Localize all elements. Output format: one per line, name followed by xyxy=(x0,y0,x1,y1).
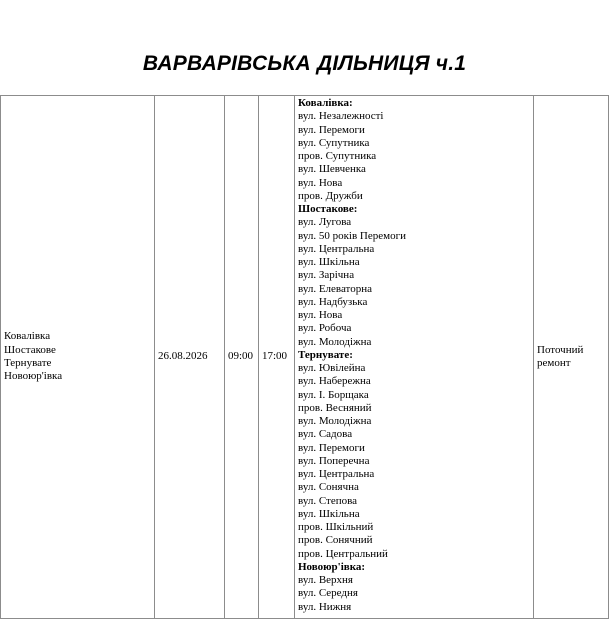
street-item: вул. Перемоги xyxy=(298,123,365,136)
outage-schedule-table xyxy=(0,95,609,619)
street-item: вул. Нова xyxy=(298,309,343,321)
street-item: пров. Супутника xyxy=(298,150,377,162)
street-item: пров. Шкільний xyxy=(298,521,374,533)
street-item: пров. Весняний xyxy=(298,401,372,414)
street-item: вул. Елеваторна xyxy=(298,282,372,295)
street-item: вул. Поперечна xyxy=(298,454,370,467)
street-item: вул. Супутника xyxy=(298,136,370,149)
street-item: вул. Нижня xyxy=(298,600,352,613)
street-item: вул. Шкільна xyxy=(298,256,360,268)
street-item: вул. Шевченка xyxy=(298,163,366,176)
reason-line: Поточний xyxy=(537,343,584,356)
settlement-name: Шостакове xyxy=(4,343,56,356)
village-heading: Тернувате: xyxy=(298,348,353,361)
street-item: вул. 50 років Перемоги xyxy=(298,229,406,242)
street-item: вул. Зарічна xyxy=(298,269,355,282)
street-item: вул. Надбузька xyxy=(298,295,368,308)
street-item: вул. Молодіжна xyxy=(298,335,372,348)
street-item: вул. Садова xyxy=(298,428,353,441)
street-item: вул. Молодіжна xyxy=(298,415,372,427)
street-item: пров. Сонячний xyxy=(298,534,373,547)
street-item: вул. Середня xyxy=(298,587,358,600)
village-heading: Шостакове: xyxy=(298,203,358,215)
table-row xyxy=(1,96,609,619)
street-item: вул. Верхня xyxy=(298,574,353,586)
settlements-cell xyxy=(1,96,155,619)
village-heading: Ковалівка: xyxy=(298,97,353,109)
street-item: вул. Лугова xyxy=(298,216,352,229)
street-item: вул. Нова xyxy=(298,176,343,189)
street-item: вул. Ювілейна xyxy=(298,362,366,374)
street-item: вул. Сонячна xyxy=(298,481,359,494)
street-item: вул. Робоча xyxy=(298,322,352,335)
street-item: пров. Центральний xyxy=(298,547,388,560)
reason-cell xyxy=(534,96,609,619)
streets-cell xyxy=(295,96,534,619)
settlement-name: Новоюр'івка xyxy=(4,370,63,383)
street-item: вул. Центральна xyxy=(298,468,375,480)
street-item: вул. І. Борщака xyxy=(298,388,369,401)
time-to-cell: 17:00 xyxy=(259,96,295,619)
street-item: вул. Шкільна xyxy=(298,507,360,520)
time-from-cell: 09:00 xyxy=(225,96,259,619)
settlement-name: Тернувате xyxy=(4,356,52,369)
street-item: пров. Дружби xyxy=(298,189,363,202)
page-title: ВАРВАРІВСЬКА ДІЛЬНИЦЯ ч.1 xyxy=(142,52,467,75)
reason-line: ремонт xyxy=(537,356,571,369)
village-heading: Новоюр'івка: xyxy=(298,560,366,573)
street-item: вул. Незалежності xyxy=(298,110,384,123)
street-item: вул. Перемоги xyxy=(298,441,365,454)
street-item: вул. Набережна xyxy=(298,375,371,388)
street-item: вул. Центральна xyxy=(298,242,375,255)
settlement-name: Ковалівка xyxy=(4,330,51,343)
date-cell: 26.08.2026 xyxy=(155,96,225,619)
street-item: вул. Степова xyxy=(298,494,358,507)
